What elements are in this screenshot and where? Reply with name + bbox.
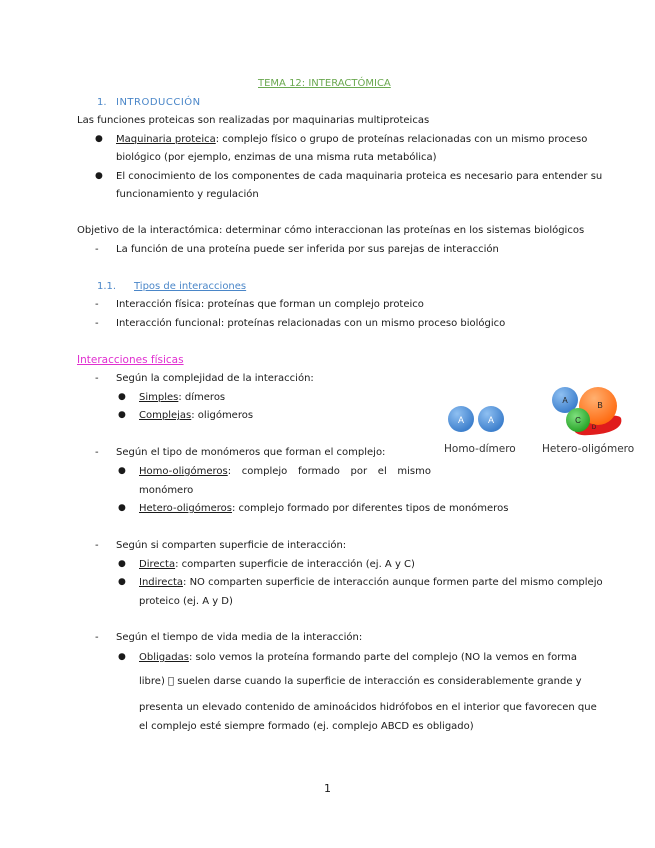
homo-dimer-label: Homo-dímero [444,443,516,455]
section-number: 1. [97,97,107,108]
bullet-icon: ● [118,559,126,569]
paragraph-line: Hetero-oligómeros: complejo formado por diferentes tipos de monómeros [139,503,509,514]
paragraph-line: Homo-oligómeros: complejo formado por el mismo [139,466,431,477]
subsection-title: Tipos de interacciones [134,281,247,292]
objective-line: Objetivo de la interactómica: determinar cómo interaccionan las proteínas en los sistemas biológicos [77,225,585,236]
paragraph-line: monómero [139,485,194,496]
intro-line: Las funciones proteicas son realizadas por maquinarias multiproteicas [77,115,430,126]
paragraph-line: libre)   suelen darse cuando la superficie de interacción es considerablemente grande y [139,676,582,687]
paragraph-line: presenta un elevado contenido de aminoácidos hidrófobos en el interior que favorecen que [139,702,597,713]
paragraph-line: biológico (por ejemplo, enzimas de una misma ruta metabólica) [116,152,437,163]
paragraph-line: Maquinaria proteica: complejo físico o grupo de proteínas relacionadas con un mismo proceso [116,134,588,145]
protein-label: A [562,396,568,405]
subsection-number: 1.1. [97,281,117,292]
paragraph-line: Simples: dímeros [139,392,226,403]
homo-dimer-diagram [448,406,504,432]
dash-icon: - [95,632,99,643]
dash-icon: - [95,318,99,329]
protein-label: D [591,425,597,431]
bullet-icon: ● [118,577,126,587]
physical-heading: Interacciones físicas [77,354,184,366]
paragraph-line: Obligadas: solo vemos la proteína formando parte del complejo (NO la vemos en forma [139,652,577,663]
section-title: INTRODUCCIÓN [116,97,201,108]
paragraph-line: Indirecta: NO comparten superficie de interacción aunque formen parte del mismo complejo [139,577,603,588]
dash-icon: - [95,299,99,310]
criterion-line: Según el tiempo de vida media de la interacción: [116,632,363,643]
hetero-oligomer-label: Hetero-oligómero [542,443,635,455]
bullet-icon: ● [118,392,126,402]
bullet-icon: ● [118,410,126,420]
protein-label: B [597,401,603,410]
dash-icon: - [95,447,99,458]
bullet-icon: ● [95,171,103,181]
page-number: 1 [324,782,331,795]
page-title: TEMA 12: INTERACTÓMICA [258,78,391,89]
dash-icon: - [95,540,99,551]
paragraph-line: El conocimiento de los componentes de cada maquinaria proteica es necesario para entender su [116,171,603,182]
criterion-line: Según si comparten superficie de interacción: [116,540,347,551]
protein-label: A [457,415,465,425]
paragraph-line: Interacción física: proteínas que forman un complejo proteico [116,299,424,310]
bullet-icon: ● [118,652,126,662]
paragraph-line: funcionamiento y regulación [116,189,259,200]
paragraph-line: Directa: comparten superficie de interacción (ej. A y C) [139,559,415,570]
dash-icon: - [95,244,99,255]
protein-label: A [487,415,495,425]
paragraph-line: proteico (ej. A y D) [139,596,233,607]
paragraph-line: el complejo esté siempre formado (ej. complejo ABCD es obligado) [139,721,474,732]
bullet-icon: ● [118,503,126,513]
paragraph-line: Complejas: oligómeros [139,410,254,421]
criterion-line: Según el tipo de monómeros que forman el complejo: [116,447,386,458]
paragraph-line: La función de una proteína puede ser inferida por sus parejas de interacción [116,244,499,255]
paragraph-line: Interacción funcional: proteínas relacionadas con un mismo proceso biológico [116,318,506,329]
hetero-oligomer-diagram [552,387,621,435]
criterion-line: Según la complejidad de la interacción: [116,373,314,384]
bullet-icon: ● [118,466,126,476]
bullet-icon: ● [95,134,103,144]
protein-label: C [575,416,581,425]
dash-icon: - [95,373,99,384]
